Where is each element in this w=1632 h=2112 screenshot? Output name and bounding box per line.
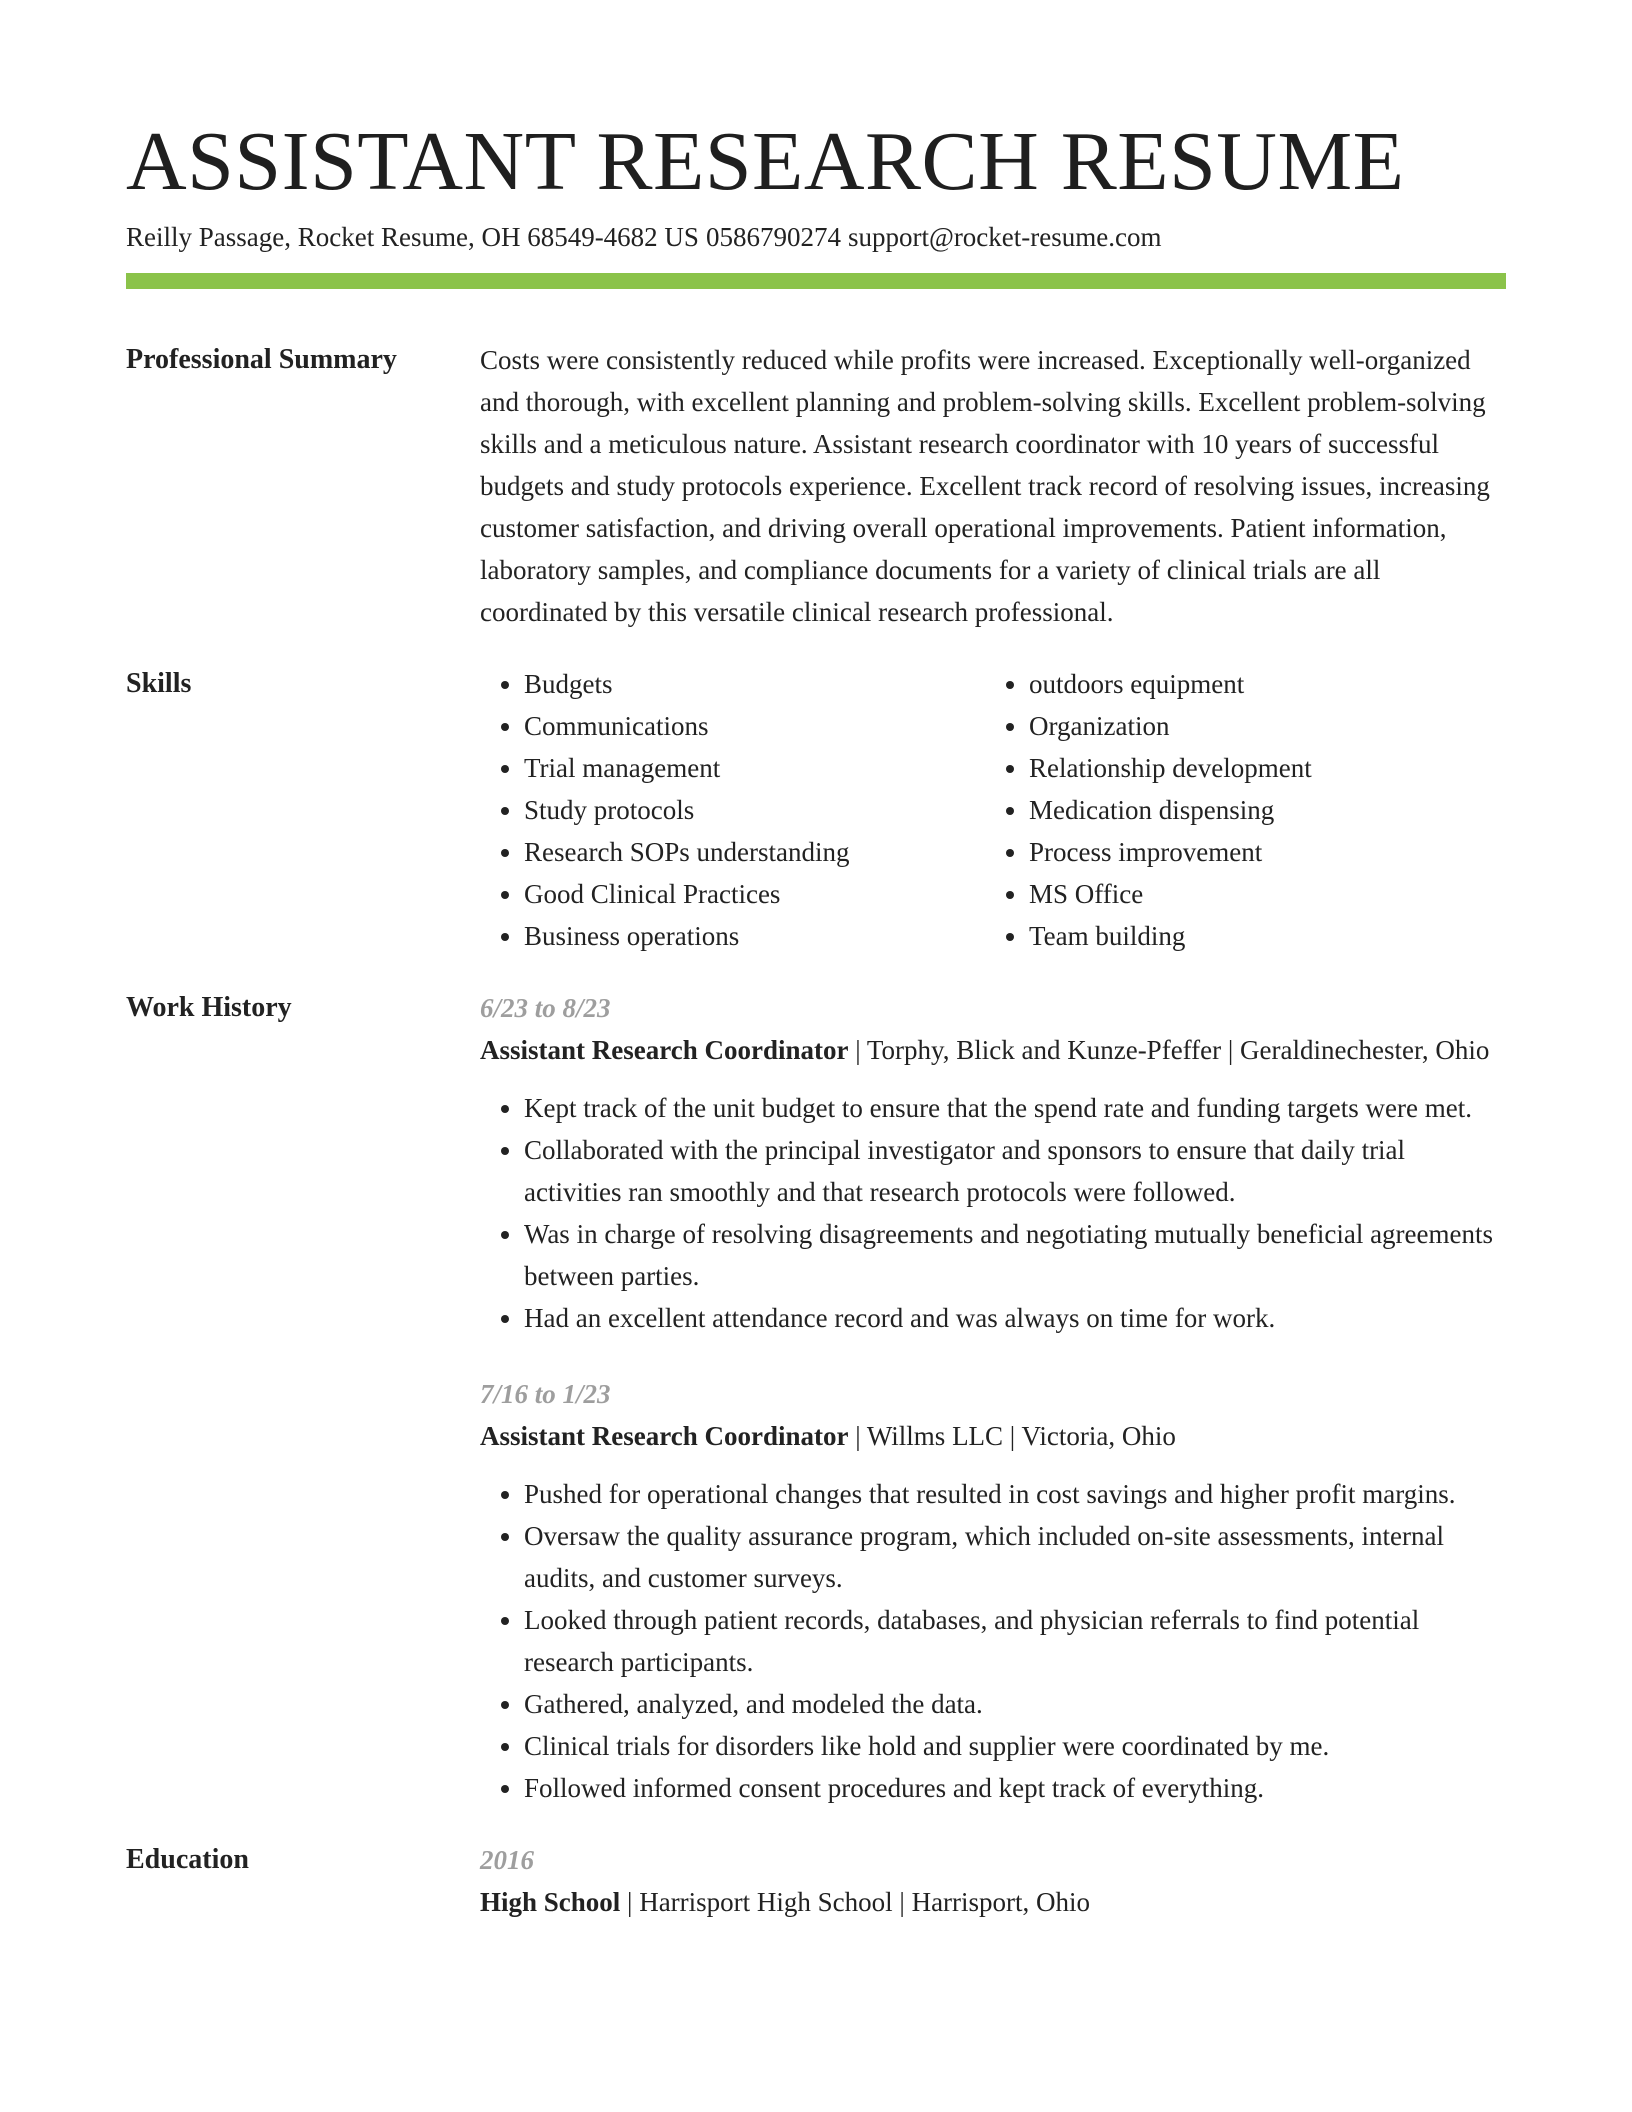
summary-text: Costs were consistently reduced while profits were increased. Exceptionally well-organized and thorough, with excellent planning and problem-solving skills. Excellent problem-solving skills and a meticulous nature. Assistant research coordinator with 10 years of successful budgets and study protocols experience. Excellent track record of resolving issues, increasing customer satisfaction, and driving overall operational improvements. Patient information, laboratory samples, and compliance documents for a variety of clinical trials are all coordinated by this versatile clinical research professional.: [480, 345, 1490, 628]
job-details: | Torphy, Blick and Kunze-Pfeffer | Geraldinechester, Ohio: [848, 1035, 1490, 1066]
work-history-section: [126, 987, 1506, 1809]
education-year: 2016: [480, 1845, 534, 1876]
education-details: | Harrisport High School | Harrisport, Ohio: [620, 1887, 1091, 1918]
skills-list-right: [985, 663, 1490, 957]
skill-item: • Study protocols: [524, 789, 985, 831]
skill-item: • Organization: [1029, 705, 1490, 747]
accent-divider: [126, 273, 1506, 289]
education-degree: High School: [480, 1887, 621, 1918]
contact-phone: 0586790274: [705, 222, 841, 253]
skills-heading: Skills: [126, 668, 192, 700]
job-title: Assistant Research Coordinator: [480, 1421, 849, 1452]
skill-item: • Medication dispensing: [1029, 789, 1490, 831]
job-bullets: [480, 1473, 1506, 1809]
job-dates: 7/16 to 1/23: [480, 1379, 611, 1410]
job-entry: [480, 1373, 1506, 1809]
skills-list-left: [480, 663, 985, 957]
summary-section: [126, 339, 1506, 633]
skill-item: • Budgets: [524, 663, 985, 705]
skill-item: • Good Clinical Practices: [524, 873, 985, 915]
job-bullets: [480, 1087, 1506, 1339]
skill-item: • outdoors equipment: [1029, 663, 1490, 705]
summary-heading: Professional Summary: [126, 344, 397, 376]
skill-item: • Relationship development: [1029, 747, 1490, 789]
job-bullet: • Clinical trials for disorders like hold and supplier were coordinated by me.: [524, 1725, 1506, 1767]
education-heading: Education: [126, 1844, 249, 1876]
skill-item: • Team building: [1029, 915, 1490, 957]
work-history-heading: Work History: [126, 992, 292, 1024]
job-bullet: • Looked through patient records, databases, and physician referrals to find potential research participants.: [524, 1599, 1506, 1683]
job-bullet: • Had an excellent attendance record and was always on time for work.: [524, 1297, 1506, 1339]
job-bullet: • Was in charge of resolving disagreements and negotiating mutually beneficial agreements between parties.: [524, 1213, 1506, 1297]
skill-item: • Communications: [524, 705, 985, 747]
skill-item: • MS Office: [1029, 873, 1490, 915]
contact-address: Reilly Passage, Rocket Resume, OH 68549-4682 US: [126, 222, 699, 253]
skill-item: • Business operations: [524, 915, 985, 957]
skills-section: [126, 663, 1506, 957]
contact-email: support@rocket-resume.com: [847, 222, 1162, 253]
job-bullet: • Followed informed consent procedures and kept track of everything.: [524, 1767, 1506, 1809]
education-section: [126, 1839, 1506, 1923]
job-bullet: • Kept track of the unit budget to ensure that the spend rate and funding targets were met.: [524, 1087, 1506, 1129]
job-header: [480, 1415, 1506, 1457]
job-bullet: • Gathered, analyzed, and modeled the data.: [524, 1683, 1506, 1725]
job-bullet: • Pushed for operational changes that resulted in cost savings and higher profit margins.: [524, 1473, 1506, 1515]
job-bullet: • Oversaw the quality assurance program, which included on-site assessments, internal audits, and customer surveys.: [524, 1515, 1506, 1599]
job-header: [480, 1029, 1506, 1071]
skill-item: • Process improvement: [1029, 831, 1490, 873]
job-entry: [480, 987, 1506, 1339]
job-bullet: • Collaborated with the principal investigator and sponsors to ensure that daily trial activities ran smoothly and that research protocols were followed.: [524, 1129, 1506, 1213]
skill-item: • Research SOPs understanding: [524, 831, 985, 873]
contact-line: [126, 220, 1506, 255]
job-dates: 6/23 to 8/23: [480, 993, 611, 1024]
job-title: Assistant Research Coordinator: [480, 1035, 849, 1066]
job-details: | Willms LLC | Victoria, Ohio: [848, 1421, 1176, 1452]
resume-title: ASSISTANT RESEARCH RESUME: [126, 115, 1405, 208]
skill-item: • Trial management: [524, 747, 985, 789]
education-header: [480, 1881, 1506, 1923]
